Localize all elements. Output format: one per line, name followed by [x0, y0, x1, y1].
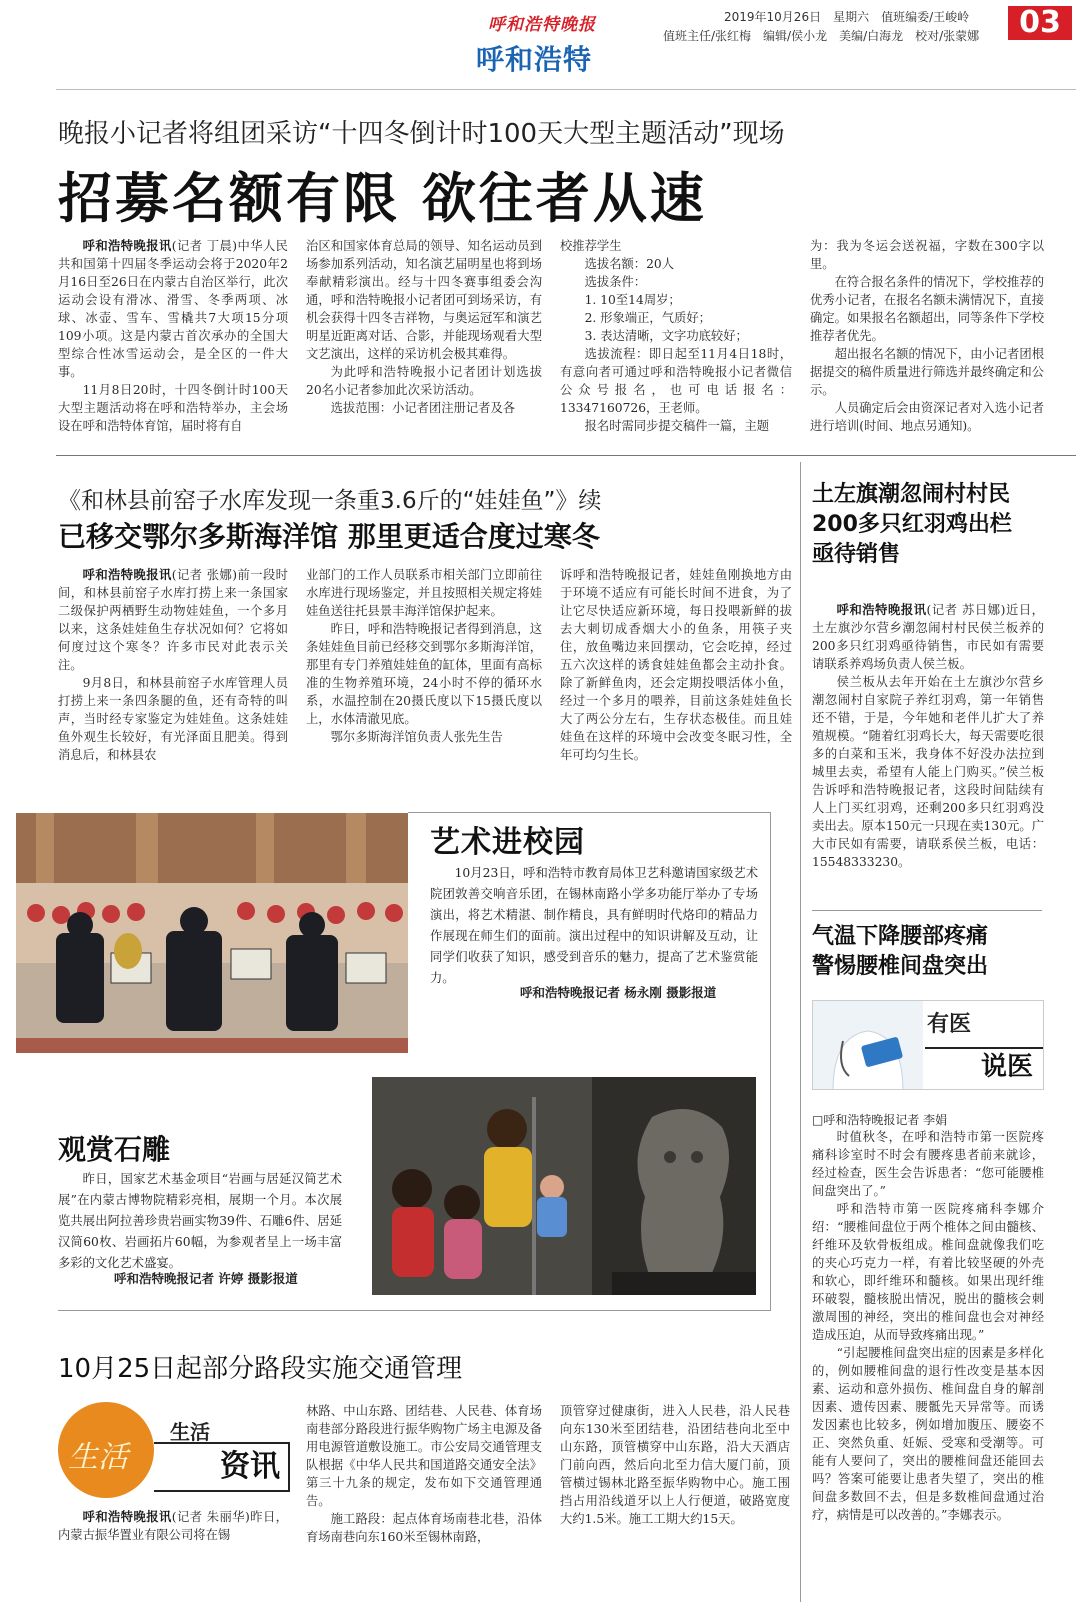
fish-reporter: (记者 张娜) — [171, 568, 238, 582]
lead-text: 校推荐学生 — [560, 239, 622, 253]
fish-text: 9月8日，和林县前窑子水库管理人员打捞上来一条四条腿的鱼，还有奇特的叫声，当时经专家鉴定为娃娃鱼。这条娃娃鱼外观生长较好，有光泽面且肥美。得到消息后，和林县农 — [58, 676, 288, 762]
health-byline: □呼和浩特晚报记者 李娟 — [812, 1113, 948, 1127]
art-caption: 10月23日，呼和浩特市教育局体卫艺科邀请国家级艺术院团敦善交响音乐团，在锡林南路小学多功能厅举办了专场演出，将艺术精湛、制作精良，具有鲜明时代烙印的精品力作展现在师生们的面前。演出过程中的知识讲解及互动，让同学们收获了知识，感受到音乐的魅力，提高了艺术鉴赏能力。 — [430, 866, 758, 985]
lead-text: 选拔流程：即日起至11月4日18时，有意向者可通过呼和浩特晚报小记者微信公众号报名，也可电话报名：13347160726，王老师。 — [560, 347, 792, 415]
life-badge-word1: 生活 — [170, 1420, 210, 1444]
lead-text: 在符合报名条件的情况下，学校推荐的优秀小记者，在报名名额未满情况下，直接确定。如果报名名额超出，同等条件下学校推荐者优先。 — [810, 275, 1044, 343]
lead-text: 为此呼和浩特晚报小记者团计划选拔20名小记者参加此次采访活动。 — [306, 365, 542, 397]
section-divider — [812, 910, 1042, 911]
column-rule — [800, 462, 801, 1602]
traffic-col-2 — [306, 1402, 542, 1598]
health-banner-word1: 有医 — [927, 1012, 972, 1037]
lead-col-1 — [58, 237, 288, 447]
traffic-col-3 — [560, 1402, 790, 1598]
chicken-headline-line: 土左旗潮忽闹村村民 — [812, 482, 1011, 507]
traffic-text: 林路、中山东路、团结巷、人民巷、体育场南巷部分路段进行振华购物广场主电源及备用电源管道敷设施工。市公安局交通管理支队根据《中华人民共和国道路交通安全法》第三十九条的规定，发布如下交通管理通告。 — [306, 1404, 542, 1508]
stone-photo — [372, 1077, 756, 1295]
fish-text: 鄂尔多斯海洋馆负责人张先生告 — [330, 730, 503, 744]
lead-text: 中华人民共和国第十四届冬季运动会将于2020年2月16日至26日在内蒙古自治区举行，此次运动会设有滑冰、滑雪、冬季两项、冰球、冰壶、雪车、雪橇共7大项15分项109小项。这是内蒙古首次承办的全国大型综合性冰雪运动会，是全区的一件大事。 — [58, 239, 288, 379]
lead-text: 人员确定后会由资深记者对入选小记者进行培训(时间、地点另通知)。 — [810, 401, 1044, 433]
life-badge-word2: 资讯 — [154, 1442, 290, 1492]
art-box-bottom — [58, 1310, 771, 1311]
fish-source: 呼和浩特晚报讯 — [82, 568, 172, 582]
traffic-headline: 10月25日起部分路段实施交通管理 — [58, 1354, 463, 1384]
health-banner — [812, 1000, 1044, 1090]
fish-text: 业部门的工作人员联系市相关部门立即前往水库进行现场鉴定，并且按照相关规定将娃娃鱼送往托县景丰海洋馆保护起来。 — [306, 568, 542, 618]
health-text: 呼和浩特市第一医院疼痛科李娜介绍：“腰椎间盘位于两个椎体之间由髓核、纤维环及软骨板组成。椎间盘就像我们吃的夹心巧克力一样，有着比较坚硬的外壳和软心，即纤维环和髓核。如果出现纤维环破裂，髓核脱出情况，脱出的髓核会刺激周围的神经，突出的椎间盘也会对神经造成压迫，从而导致疼痛出现。” — [812, 1202, 1044, 1342]
health-text: 时值秋冬，在呼和浩特市第一医院疼痛科诊室时不时会有腰疼患者前来就诊，经过检查，医生会告诉患者：“您可能腰椎间盘突出了。” — [812, 1130, 1044, 1198]
fish-text: 昨日，呼和浩特晚报记者得到消息，这条娃娃鱼目前已经移交到鄂尔多斯海洋馆，那里有专门养殖娃娃鱼的缸体，里面有高标准的生物养殖环境，24小时不停的循环水系，水温控制在20摄氏度以下15摄氏度以上，水体清澈见底。 — [306, 622, 542, 726]
traffic-reporter: (记者 朱丽华) — [171, 1510, 250, 1524]
lead-text: 11月8日20时，十四冬倒计时100天大型主题活动将在呼和浩特举办，主会场设在呼和浩特体育馆，届时将有自 — [58, 383, 288, 433]
fish-headline: 已移交鄂尔多斯海洋馆 那里更适合度过寒冬 — [58, 520, 600, 553]
lead-headline: 招募名额有限 欲往者从速 — [58, 167, 707, 230]
lead-source: 呼和浩特晚报讯 — [82, 239, 172, 253]
lead-text: 1. 10至14周岁； — [584, 293, 681, 307]
lead-text: 选拔名额：20人 — [584, 257, 675, 271]
fish-col-2 — [306, 566, 542, 794]
traffic-source: 呼和浩特晚报讯 — [82, 1510, 172, 1524]
section-divider — [56, 455, 1076, 456]
museum-photo — [372, 1077, 756, 1295]
fish-col-1 — [58, 566, 288, 794]
chicken-headline-line: 200多只红羽鸡出栏 — [812, 512, 1012, 537]
fish-subhead: 《和林县前窑子水库发现一条重3.6斤的“娃娃鱼”》续 — [58, 488, 602, 514]
lead-text: 2. 形象端正，气质好； — [584, 311, 711, 325]
traffic-text: 施工路段：起点体育场南巷北巷，沿体育场南巷向东160米至锡林南路， — [306, 1512, 542, 1544]
health-headline-line: 警惕腰椎间盘突出 — [812, 954, 989, 979]
life-badge — [58, 1398, 294, 1502]
traffic-text: 顶管穿过健康街，进入人民巷，沿人民巷向东130米至团结巷，沿团结巷向北至中山东路，顶管横穿中山东路，沿大天酒店门前向西，然后向北至力信大厦门前，顶管横过锡林北路至振华购物中心。施工围挡占用沿线道牙以上人行便道，破路宽度大约1.5米。施工工期大约15天。 — [560, 1404, 790, 1526]
masthead-rule — [56, 89, 1076, 90]
chicken-reporter: (记者 苏日娜) — [926, 603, 1006, 617]
chicken-headline-line: 亟待销售 — [812, 542, 901, 567]
art-box-top — [408, 812, 770, 813]
health-headline — [812, 922, 1052, 982]
health-banner-word2: 说医 — [925, 1047, 1043, 1085]
stone-caption: 昨日，国家艺术基金项目“岩画与居延汉简艺术展”在内蒙古博物院精彩亮相，展期一个月。本次展览共展出阿拉善珍贵岩画实物39件、石雕6件、居延汉简60枚、岩画拓片60幅，为参观者呈上一场丰富多彩的文化艺术盛宴。 — [58, 1172, 342, 1270]
paper-logo: 呼和浩特晚报 — [488, 15, 596, 35]
stone-credit: 呼和浩特晚报记者 许婷 摄影报道 — [114, 1271, 298, 1286]
stone-title: 观赏石雕 — [58, 1133, 171, 1166]
page-number: 03 — [1008, 6, 1072, 40]
fish-col-3 — [560, 566, 792, 794]
staff-line: 值班主任/张红梅 编辑/侯小龙 美编/白海龙 校对/张蒙娜 — [663, 29, 980, 43]
lead-text: 超出报名名额的情况下，由小记者团根据提交的稿件质量进行筛选并最终确定和公示。 — [810, 347, 1044, 397]
lead-reporter: (记者 丁晨) — [171, 239, 238, 253]
life-badge-circle-text: 生活 — [68, 1440, 128, 1475]
chicken-text: 近日，土左旗沙尔营乡潮忽闹村村民侯兰板养的200多只红羽鸡亟待销售，市民如有需要请联系养鸡场负责人侯兰板。 — [812, 603, 1044, 671]
lead-text: 治区和国家体育总局的领导、知名运动员到场参加系列活动，知名演艺届明星也将到场奉献精彩演出。经与十四冬赛事组委会沟通，呼和浩特晚报小记者团可到场采访，有机会获得十四冬吉祥物，与奥运冠军和演艺明星近距离对话、合影，并能现场观看大型文艺演出，这样的采访机会极其难得。 — [306, 239, 542, 361]
doctor-icon — [813, 1001, 923, 1090]
health-body — [812, 1128, 1044, 1598]
lead-col-4 — [810, 237, 1044, 447]
lead-subhead: 晚报小记者将组团采访“十四冬倒计时100天大型主题活动”现场 — [58, 119, 785, 149]
art-photo — [16, 813, 408, 1053]
traffic-col-1 — [58, 1508, 288, 1598]
lead-col-2 — [306, 237, 542, 447]
lead-col-3 — [560, 237, 792, 447]
lead-text: 选拔范围：小记者团注册记者及各 — [330, 401, 516, 415]
art-title: 艺术进校园 — [430, 825, 585, 860]
health-text: “引起腰椎间盘突出症的因素是多样化的，例如腰椎间盘的退行性改变是基本因素、运动和意外损伤、椎间盘自身的解剖因素、遗传因素、腰骶先天异常等。而诱发因素也比较多，例如增加腹压、腰姿不正、突然负重、妊娠、受寒和受潮等。可能有人要问了，突出的腰椎间盘还能回去吗？答案可能要让患者失望了，突出的椎间盘多数回不去，但是多数椎间盘通过治疗，病情是可以改善的。”李娜表示。 — [812, 1346, 1044, 1522]
lead-text: 为：我为冬运会送祝福，字数在300字以里。 — [810, 239, 1044, 271]
chicken-body — [812, 601, 1044, 893]
fish-text: 前一段时间，和林县前窑子水库打捞上来一条国家二级保护两栖野生动物娃娃鱼，一个多月以来，这条娃娃鱼生存状况如何？它将如何度过这个寒冬？许多市民对此表示关注。 — [58, 568, 288, 672]
art-box-right — [770, 812, 771, 1310]
chicken-text: 侯兰板从去年开始在土左旗沙尔营乡潮忽闹村自家院子养红羽鸡，第一年销售还不错，于是，今年她和老伴儿扩大了养殖规模。“随着红羽鸡长大，每天需要吃很多的白菜和玉米，我身体不好没办法拉到城里去卖，希望有人能上门购买。”侯兰板告诉呼和浩特晚报记者，这段时间陆续有人上门买红羽鸡，还剩200多只红羽鸡没卖出去。原本150元一只现在卖130元。广大市民如有需要，请联系侯兰板，电话：15548333230。 — [812, 675, 1044, 869]
art-credit: 呼和浩特晚报记者 杨永刚 摄影报道 — [520, 985, 717, 1000]
chicken-source: 呼和浩特晚报讯 — [836, 603, 927, 617]
orchestra-photo — [16, 813, 408, 1053]
traffic-text: 昨日，内蒙古振华置业有限公司将在锡 — [58, 1510, 288, 1542]
chicken-headline — [812, 480, 1052, 570]
health-headline-line: 气温下降腰部疼痛 — [812, 924, 989, 949]
fish-text: 诉呼和浩特晚报记者，娃娃鱼刚换地方由于环境不适应有可能长时间不进食，为了让它尽快适应新环境，每日投喂新鲜的拔去大刺切成香烟大小的鱼条，用筷子夹住，放鱼嘴边来回摆动，它会吃掉，经过五六次这样的诱食娃娃鱼都会主动扑食。除了新鲜鱼肉，还会定期投喂活体小鱼，经过一个多月的喂养，目前这条娃娃鱼长大了两公分左右，生存状态极佳。而且娃娃鱼在这样的环境中会改变冬眠习性，全年可均匀生长。 — [560, 568, 792, 762]
lead-text: 报名时需同步提交稿件一篇，主题 — [584, 419, 770, 433]
lead-text: 选拔条件： — [584, 275, 647, 289]
section-title: 呼和浩特 — [476, 43, 593, 76]
lead-text: 3. 表达清晰，文字功底较好； — [584, 329, 748, 343]
date-line: 2019年10月26日 星期六 值班编委/王峻岭 — [724, 10, 970, 24]
